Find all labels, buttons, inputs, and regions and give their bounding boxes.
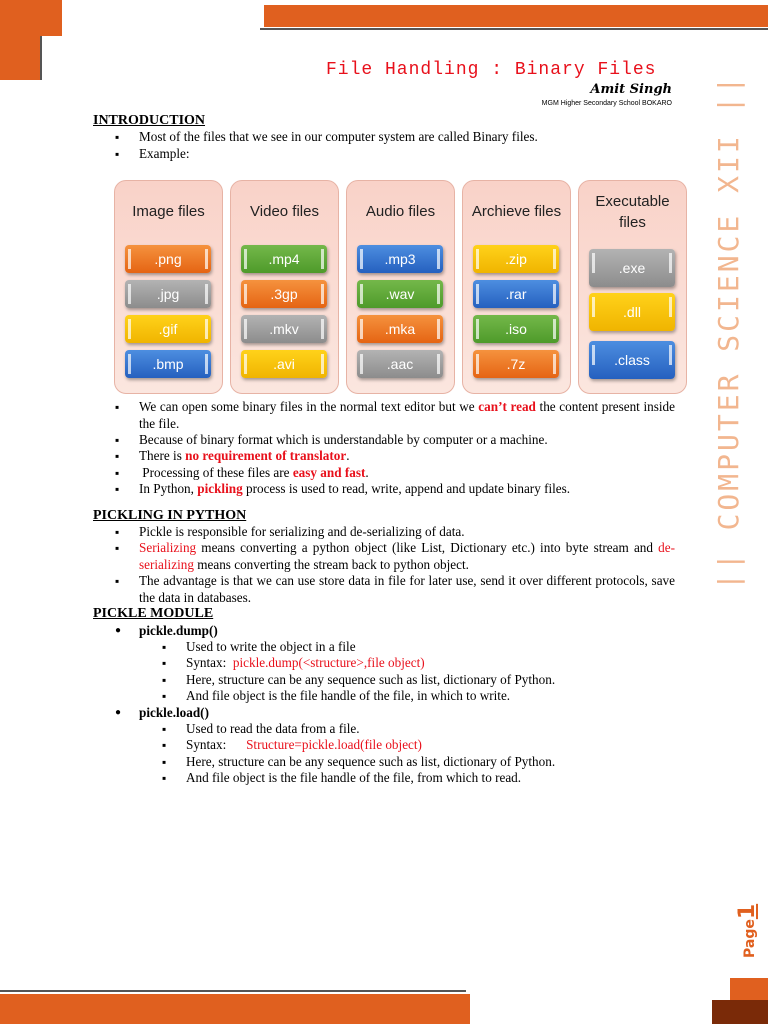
load-sub-4: ▪ And file object is the file handle of the file, from which to read. [93, 770, 675, 786]
bottom-bar-line [0, 990, 466, 992]
file-extension-chip: .dll [589, 293, 675, 331]
file-extension-chip: .avi [241, 350, 327, 378]
file-extension-chip: .aac [357, 350, 443, 378]
text: . [365, 464, 369, 480]
text: the content present inside the file. [139, 399, 675, 431]
module-heading: PICKLE MODULE [93, 606, 214, 622]
diagram-column-title: Video files [250, 203, 319, 220]
file-extension-chip: .zip [473, 245, 559, 273]
syntax-code: Structure=pickle.load(file object) [246, 737, 422, 753]
binary-point-3 [93, 448, 675, 464]
file-extension-chip: .mkv [241, 315, 327, 343]
bottom-bar-decoration [0, 994, 470, 1024]
binary-point-2: ▪ Because of binary format which is understandable by computer or a machine. [93, 432, 675, 448]
load-sub-1: ▪ Used to read the data from a file. [93, 721, 675, 737]
syntax-code: pickle.dump(<structure>,file object) [232, 655, 425, 671]
file-extension-chip: .exe [589, 249, 675, 287]
text: means converting a python object (like List, Dictionary etc.) into byte stream and [196, 540, 659, 556]
dump-sub-2 [93, 655, 675, 671]
dump-sub-1: ▪ Used to write the object in a file [93, 639, 675, 655]
file-extension-chip: .iso [473, 315, 559, 343]
file-extension-chip: .mp3 [357, 245, 443, 273]
pickling-point-2 [93, 540, 675, 573]
module-list [93, 623, 675, 787]
text: We can open some binary files in the normal text editor but we [139, 399, 479, 415]
diagram-column [230, 180, 339, 394]
school-name: MGM Higher Secondary School BOKARO [541, 100, 672, 107]
side-banner-text: || COMPUTER SCIENCE XII || [712, 73, 745, 590]
diagram-column [114, 180, 223, 394]
file-extension-chip: .3gp [241, 280, 327, 308]
intro-list [93, 129, 675, 162]
text: Processing of these files are [142, 464, 293, 480]
file-extension-chip: .mp4 [241, 245, 327, 273]
pickling-point-1: ▪ Pickle is responsible for serializing and de-serializing of data. [93, 524, 675, 540]
file-extension-chip: .png [125, 245, 211, 273]
diagram-column-title: Audio files [365, 203, 436, 220]
diagram-column [462, 180, 571, 394]
text: In Python, [139, 481, 198, 497]
highlight: de-serializing [139, 540, 675, 572]
page-title: File Handling : Binary Files [326, 60, 657, 80]
pickling-heading: PICKLING IN PYTHON [93, 507, 247, 523]
text: process is used to read, write, append and update binary files. [242, 481, 571, 497]
file-extension-chip: .wav [357, 280, 443, 308]
diagram-column-title: Image files [132, 203, 205, 220]
file-extension-chip: .7z [473, 350, 559, 378]
top-bar-decoration [264, 5, 768, 27]
diagram-column [346, 180, 455, 394]
binary-points-list [93, 399, 675, 497]
pickling-list [93, 524, 675, 606]
file-types-diagram [114, 180, 690, 392]
text: means converting the stream back to python object. [193, 556, 469, 572]
diagram-column [578, 180, 687, 394]
page-number: 1 [735, 903, 760, 920]
text: Syntax: [186, 737, 227, 753]
dump-sub-3: ▪ Here, structure can be any sequence such as list, dictionary of Python. [93, 672, 675, 688]
highlight: pickling [197, 481, 243, 497]
corner-decoration-line [40, 36, 42, 80]
pickling-point-3: ▪ The advantage is that we can use store data in file for later use, send it over different protocols, save the data in databases. [93, 573, 675, 606]
page-word: Page [742, 919, 758, 958]
intro-bullet-1: ▪ Most of the files that we see in our computer system are called Binary files. [93, 129, 675, 145]
binary-point-4 [93, 465, 675, 481]
corner-decoration-top-left-bar [0, 0, 62, 36]
diagram-column-title: Archieve files [471, 203, 562, 220]
file-extension-chip: .jpg [125, 280, 211, 308]
text: Syntax: [186, 655, 230, 671]
file-extension-chip: .rar [473, 280, 559, 308]
highlight: easy and fast [292, 464, 366, 480]
binary-point-1 [93, 399, 675, 432]
highlight: no requirement of translator [185, 448, 347, 464]
text: There is [139, 448, 186, 464]
file-extension-chip: .gif [125, 315, 211, 343]
diagram-column-title: Executable files [595, 193, 670, 231]
file-extension-chip: .mka [357, 315, 443, 343]
text: . [346, 448, 350, 464]
dump-sub-4: ▪ And file object is the file handle of the file, in which to write. [93, 688, 675, 704]
intro-bullet-2: ▪ Example: [93, 146, 675, 162]
author-name: Amit Singh [590, 82, 672, 97]
load-item: ● pickle.load() [93, 705, 675, 721]
binary-point-5 [93, 481, 675, 497]
load-sub-2 [93, 737, 675, 753]
dump-item: ● pickle.dump() [93, 623, 675, 639]
file-extension-chip: .bmp [125, 350, 211, 378]
file-extension-chip: .class [589, 341, 675, 379]
highlight: Serializing [139, 540, 197, 556]
load-sub-3: ▪ Here, structure can be any sequence such as list, dictionary of Python. [93, 754, 675, 770]
page-number-label [735, 904, 760, 958]
corner-decoration-bottom-right-shade [712, 1000, 768, 1024]
top-bar-line [260, 28, 768, 30]
intro-heading: INTRODUCTION [93, 113, 206, 128]
highlight: can’t read [478, 399, 536, 415]
